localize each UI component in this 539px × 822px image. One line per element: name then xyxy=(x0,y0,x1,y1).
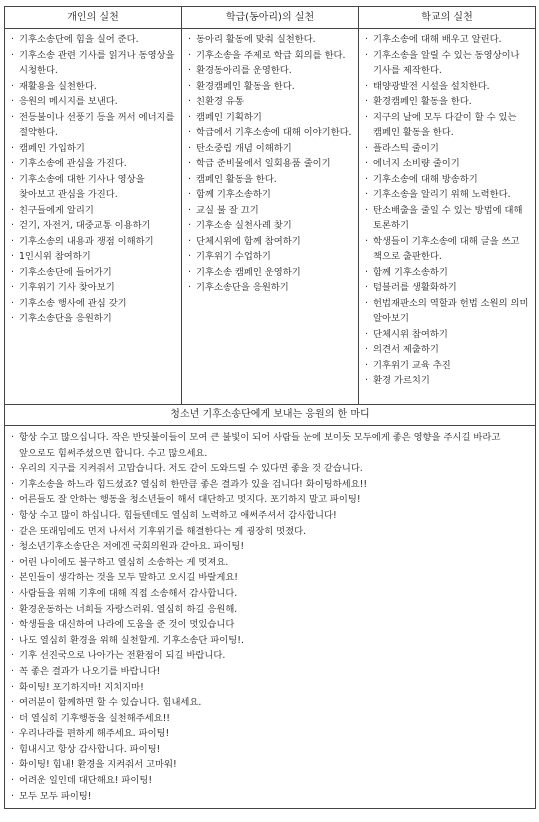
list-item: · 환경캠페인 활동을 한다. xyxy=(365,94,531,110)
list-item: · 기후소송 행사에 관심 갖기 xyxy=(11,296,177,312)
list-item: · 기후소송 캠페인 운영하기 xyxy=(188,265,354,281)
list-item: · 함께 기후소송하기 xyxy=(188,187,354,203)
list-item: · 기후소송을 알릴 수 있는 동영상이나 기사를 제작한다. xyxy=(365,48,531,79)
list-item: · 의견서 제출하기 xyxy=(365,342,531,358)
list-item: · 기후위기 기사 찾아보기 xyxy=(11,280,177,296)
list-item: · 기후소송 실천사례 찾기 xyxy=(188,218,354,234)
list-item: · 기후소송에 대한 기사나 영상을 찾아보고 관심을 가진다. xyxy=(11,172,177,203)
list-item: · 기후소송단을 응원하기 xyxy=(11,311,177,327)
list-item: · 환경 가르치기 xyxy=(365,373,531,389)
message-item: · 여러분이 함께하면 할 수 있습니다. 힘내세요. xyxy=(11,695,529,711)
list-item: · 기후위기 교육 추진 xyxy=(365,358,531,374)
column-header-row xyxy=(5,7,536,29)
list-item: · 캠페인 활동을 한다. xyxy=(188,172,354,188)
individual-actions-cell xyxy=(5,29,182,405)
class-actions-list xyxy=(182,29,358,300)
message-item: · 우리의 지구를 지켜줘서 고맙습니다. 저도 같이 도와드릴 수 있다면 좋을 것 같습니다. xyxy=(11,461,529,477)
list-item: · 기후소송에 관심을 가진다. xyxy=(11,156,177,172)
list-item: · 단체시위 참여하기 xyxy=(365,327,531,343)
list-item: · 기후소송단에 힘을 실어 준다. xyxy=(11,32,177,48)
list-item: · 기후소송을 알리기 위해 노력한다. xyxy=(365,187,531,203)
message-item: · 나도 열심히 환경을 위해 실천할게. 기후소송단 파이팅!. xyxy=(11,633,529,649)
messages-title: 청소년 기후소송단에게 보내는 응원의 한 마디 xyxy=(5,405,535,426)
list-item: · 기후소송단을 응원하기 xyxy=(188,280,354,296)
list-item: · 친환경 유통 xyxy=(188,94,354,110)
message-item: · 항상 수고 많으십니다. 작은 반딧불이들이 모여 큰 불빛이 되어 사람들 눈에 보이듯 모두에게 좋은 영향을 주시길 바라고 앞으로도 힘써주셨으면 합니다. 수고 많으세요. xyxy=(11,430,529,461)
list-item: · 환경동아리를 운영한다. xyxy=(188,63,354,79)
message-item: · 본인들이 생각하는 것을 모두 말하고 오시길 바랄게요! xyxy=(11,570,529,586)
message-item: · 항상 수고 많이 하십니다. 힘들텐데도 열심히 노력하고 애써주셔서 감사합니다! xyxy=(11,508,529,524)
message-item: · 꼭 좋은 결과가 나오기를 바랍니다! xyxy=(11,664,529,680)
list-item: · 학급 준비물에서 일회용품 줄이기 xyxy=(188,156,354,172)
list-item: · 교실 불 잘 끄기 xyxy=(188,203,354,219)
column-header-class: 학급(동아리)의 실천 xyxy=(182,7,359,29)
list-item: · 기후소송 관련 기사를 읽거나 동영상을 시청한다. xyxy=(11,48,177,79)
list-item: · 기후위기 수업하기 xyxy=(188,249,354,265)
message-item: · 어린 나이에도 불구하고 열심히 소송하는 게 멋져요. xyxy=(11,555,529,571)
message-item: · 어른들도 잘 안하는 행동을 청소년들이 해서 대단하고 멋지다. 포기하지 말고 파이팅! xyxy=(11,492,529,508)
message-item: · 모두 모두 파이팅! xyxy=(11,789,529,805)
messages-cell xyxy=(5,405,536,809)
message-item: · 더 열심히 기후행동을 실천해주세요!! xyxy=(11,711,529,727)
list-item: · 동아리 활동에 맞춰 실천한다. xyxy=(188,32,354,48)
list-item: · 걷기, 자전거, 대중교통 이용하기 xyxy=(11,218,177,234)
list-item: · 기후소송에 대해 방송하기 xyxy=(365,172,531,188)
message-item: · 청소년기후소송단은 저에겐 국회의원과 같아요. 파이팅! xyxy=(11,539,529,555)
list-item: · 탄소중립 개념 이해하기 xyxy=(188,141,354,157)
list-item: · 함께 기후소송하기 xyxy=(365,265,531,281)
list-item: · 기후소송의 내용과 쟁점 이해하기 xyxy=(11,234,177,250)
message-item: · 환경운동하는 너희들 자랑스러워. 열심히 하길 응원해. xyxy=(11,602,529,618)
list-item: · 태양광발전 시설을 설치한다. xyxy=(365,79,531,95)
list-item: · 1인시위 참여하기 xyxy=(11,249,177,265)
list-item: · 환경캠페인 활동을 한다. xyxy=(188,79,354,95)
message-item: · 같은 또래임에도 먼저 나서서 기후위기를 해결한다는 게 굉장히 멋졌다. xyxy=(11,524,529,540)
message-item: · 화이팅! 힘내! 환경을 지켜줘서 고마워! xyxy=(11,757,529,773)
list-item: · 학생들이 기후소송에 대해 글을 쓰고 책으로 출판한다. xyxy=(365,234,531,265)
list-item: · 캠페인 기획하기 xyxy=(188,110,354,126)
messages-row xyxy=(5,405,536,809)
list-item: · 친구들에게 알리기 xyxy=(11,203,177,219)
class-actions-cell xyxy=(182,29,359,405)
school-actions-cell xyxy=(359,29,536,405)
list-item: · 전등불이나 선풍기 등을 꺼서 에너지를 절약한다. xyxy=(11,110,177,141)
message-item: · 기후 선진국으로 나아가는 전환점이 되길 바랍니다. xyxy=(11,648,529,664)
list-item: · 기후소송을 주제로 학급 회의를 한다. xyxy=(188,48,354,64)
message-item: · 학생들을 대신하여 나라에 도움을 준 것이 멋있습니다 xyxy=(11,617,529,633)
message-item: · 기후소송을 하느라 힘드셨죠? 열심히 한만큼 좋은 결과가 있을 겁니다! 화이팅하세요!! xyxy=(11,477,529,493)
list-item: · 학급에서 기후소송에 대해 이야기한다. xyxy=(188,125,354,141)
school-actions-list xyxy=(359,29,535,393)
individual-actions-list xyxy=(5,29,181,331)
column-body-row xyxy=(5,29,536,405)
list-item: · 캠페인 가입하기 xyxy=(11,141,177,157)
list-item: · 재활용을 실천한다. xyxy=(11,79,177,95)
message-item: · 화이팅! 포기하지마! 지치지마! xyxy=(11,680,529,696)
list-item: · 지구의 날에 모두 다같이 할 수 있는 캠페인 활동을 한다. xyxy=(365,110,531,141)
messages-list xyxy=(5,426,535,808)
list-item: · 응원의 메시지를 보낸다. xyxy=(11,94,177,110)
message-item: · 우리나라를 편하게 해주세요. 파이팅! xyxy=(11,726,529,742)
list-item: · 단체시위에 함께 참여하기 xyxy=(188,234,354,250)
list-item: · 플라스틱 줄이기 xyxy=(365,141,531,157)
list-item: · 기후소송단에 들어가기 xyxy=(11,265,177,281)
action-table xyxy=(4,6,536,809)
list-item: · 헌법재판소의 역할과 헌법 소원의 의미 알아보기 xyxy=(365,296,531,327)
message-item: · 힘내시고 항상 감사합니다. 파이팅! xyxy=(11,742,529,758)
list-item: · 에너지 소비량 줄이기 xyxy=(365,156,531,172)
list-item: · 텀블러를 생활화하기 xyxy=(365,280,531,296)
message-item: · 어려운 일인데 대단해요! 파이팅! xyxy=(11,773,529,789)
list-item: · 탄소배출을 줄일 수 있는 방법에 대해 토론하기 xyxy=(365,203,531,234)
column-header-school: 학교의 실천 xyxy=(359,7,536,29)
column-header-individual: 개인의 실천 xyxy=(5,7,182,29)
message-item: · 사람들을 위해 기후에 대해 직접 소송해서 감사합니다. xyxy=(11,586,529,602)
list-item: · 기후소송에 대해 배우고 알린다. xyxy=(365,32,531,48)
